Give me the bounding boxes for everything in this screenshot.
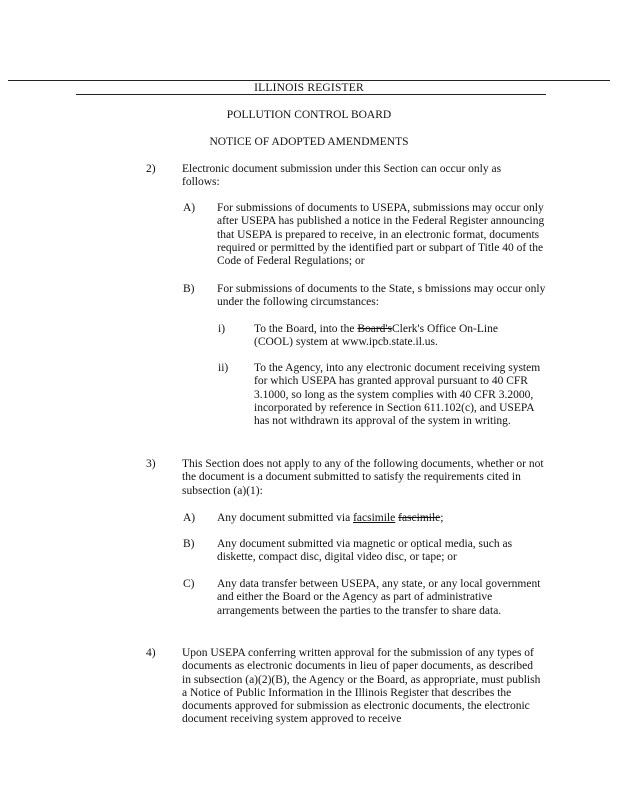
section-3-label: 3) (146, 458, 156, 470)
inserted-text: facsimile (353, 512, 396, 524)
register-underline (76, 94, 546, 95)
clause-3a-post: ; (440, 512, 444, 524)
section-2b-i-text (254, 323, 529, 350)
top-rule (8, 80, 610, 81)
section-2b-i-label: i) (218, 323, 226, 335)
register-title: ILLINOIS REGISTER (254, 82, 364, 94)
board-name: POLLUTION CONTROL BOARD (226, 109, 392, 121)
section-3b-label: B) (183, 538, 195, 550)
section-2-label: 2) (146, 163, 156, 175)
section-3b-text: Any document submitted via magnetic or optical media, such as diskette, compact disc, digital video disc, or tape; or (217, 538, 513, 564)
deleted-text: Board's (357, 323, 392, 335)
section-2a-label: A) (183, 202, 196, 214)
clause-3a-pre: Any document submitted via (217, 512, 354, 524)
section-2a-text: For submissions of documents to USEPA, submissions may occur only after USEPA has published a notice in the Federal Register announcing that USEPA is prepared to receive, in an electronic format, documents required or permitted by the identified part or subpart of Title 40 of the Code of Federal Regulations; or (217, 202, 545, 268)
section-2b-ii-label: ii) (218, 362, 229, 374)
section-2-text: Electronic document submission under this Section can occur only as follows: (182, 163, 502, 189)
section-4-label: 4) (146, 647, 156, 659)
section-4-text: Upon USEPA conferring written approval for the submission of any types of documents as electronic documents in lieu of paper documents, as described in subsection (a)(2)(B), the Agency or the Board, as appropriate, must publish a Notice of Public Information in the Illinois Register that describes the documents approved for submission as electronic documents, the electronic document receiving system approved to receive (182, 647, 541, 726)
section-3c-label: C) (183, 578, 195, 590)
section-2b-label: B) (183, 283, 195, 295)
section-3a-label: A) (183, 512, 196, 524)
clause-i-post: Clerk's Office On-Line (COOL) system at www.ipcb.state.il.us. (254, 323, 498, 349)
section-3-text: This Section does not apply to any of the following documents, whether or not the document is a document submitted to satisfy the requirements cited in subsection (a)(1): (182, 458, 544, 497)
deleted-text: fascimile (398, 512, 441, 524)
section-3c-text: Any data transfer between USEPA, any state, or any local government and either the Board or the Agency as part of administrative arrangements between the parties to the transfer to share data. (217, 578, 541, 617)
notice-title: NOTICE OF ADOPTED AMENDMENTS (209, 136, 409, 148)
clause-i-pre: To the Board, into the (254, 323, 358, 335)
section-2b-text: For submissions of documents to the State, s bmissions may occur only under the following circumstances: (217, 283, 546, 309)
section-3a-text (217, 512, 547, 525)
section-2b-ii-text: To the Agency, into any electronic document receiving system for which USEPA has granted approval pursuant to 40 CFR 3.1000, so long as the system complies with 40 CFR 3.2000, incorporated by reference in Section 611.102(c), and USEPA has not withdrawn its approval of the system in writing. (254, 362, 541, 428)
